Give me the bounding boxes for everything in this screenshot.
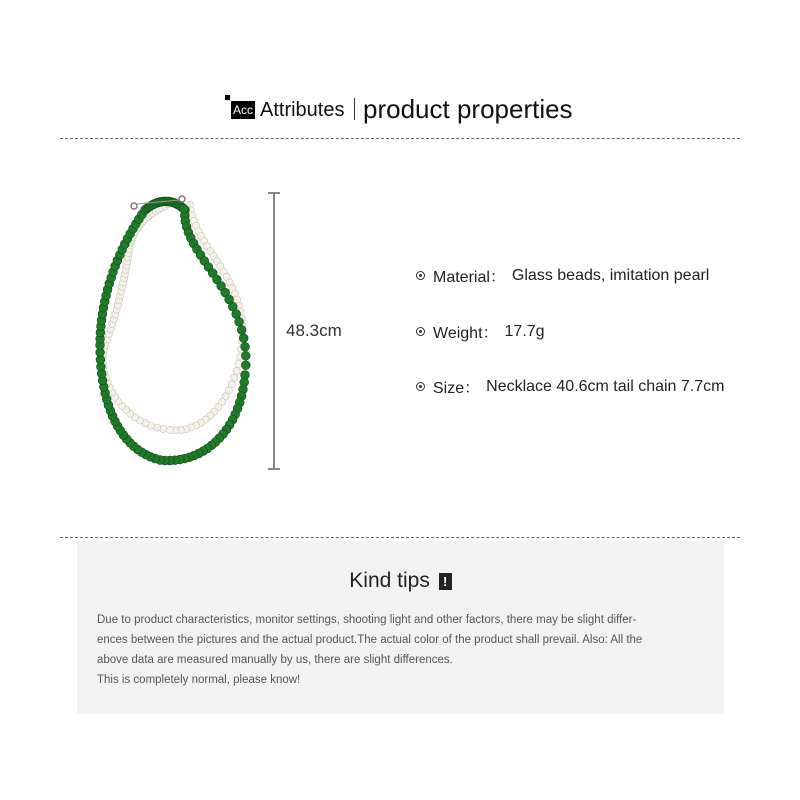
- glass-bead: [241, 351, 250, 360]
- spec-value: 17.7g: [504, 322, 545, 340]
- divider-top: [60, 138, 740, 139]
- tips-title: Kind tips: [349, 569, 430, 592]
- spec-weight: [416, 320, 545, 343]
- necklace-image: [90, 185, 270, 475]
- tips-heading: [77, 569, 724, 593]
- glass-bead: [241, 361, 250, 370]
- pearl-bead: [233, 367, 240, 374]
- pearl-bead: [166, 426, 173, 433]
- header-separator: [354, 98, 355, 120]
- spec-value: Glass beads, imitation pearl: [511, 266, 710, 284]
- tips-line: above data are measured manually by us, there are slight differences.: [97, 654, 453, 666]
- spec-key: Size：: [433, 380, 481, 397]
- glass-bead: [179, 204, 188, 213]
- warning-icon: !: [439, 573, 452, 590]
- header-badge: Acc: [233, 103, 254, 117]
- glass-bead: [239, 334, 248, 343]
- spec-key: Material：: [433, 269, 506, 286]
- spec-value: Necklace 40.6cm tail chain 7.7cm: [486, 377, 725, 395]
- glass-bead: [235, 317, 244, 326]
- divider-bottom: [60, 537, 740, 538]
- page-title: product properties: [363, 94, 573, 124]
- length-measure: [268, 192, 280, 470]
- bullet-icon: [416, 327, 425, 336]
- pearl-bead: [235, 360, 242, 367]
- pearl-bead: [231, 374, 238, 381]
- header-attributes: Attributes: [260, 99, 345, 121]
- pearl-bead: [160, 425, 167, 432]
- bullet-icon: [416, 382, 425, 391]
- spec-size: [416, 375, 724, 398]
- kind-tips-panel: [77, 541, 724, 714]
- tips-line: This is completely normal, please know!: [97, 674, 301, 686]
- glass-bead: [237, 325, 246, 334]
- length-label: 48.3cm: [286, 321, 342, 340]
- spec-material: [416, 264, 709, 287]
- section-header: [0, 94, 800, 128]
- bullet-icon: [416, 271, 425, 280]
- tips-text: [97, 610, 709, 690]
- tips-line: Due to product characteristics, monitor settings, shooting light and other factors, there may be slight differ-: [97, 614, 637, 626]
- tips-line: ences between the pictures and the actual product.The actual color of the product shall prevail. Also: All the: [97, 634, 643, 646]
- spec-key: Weight：: [433, 325, 499, 342]
- header-dot: [225, 95, 230, 100]
- glass-bead: [241, 342, 250, 351]
